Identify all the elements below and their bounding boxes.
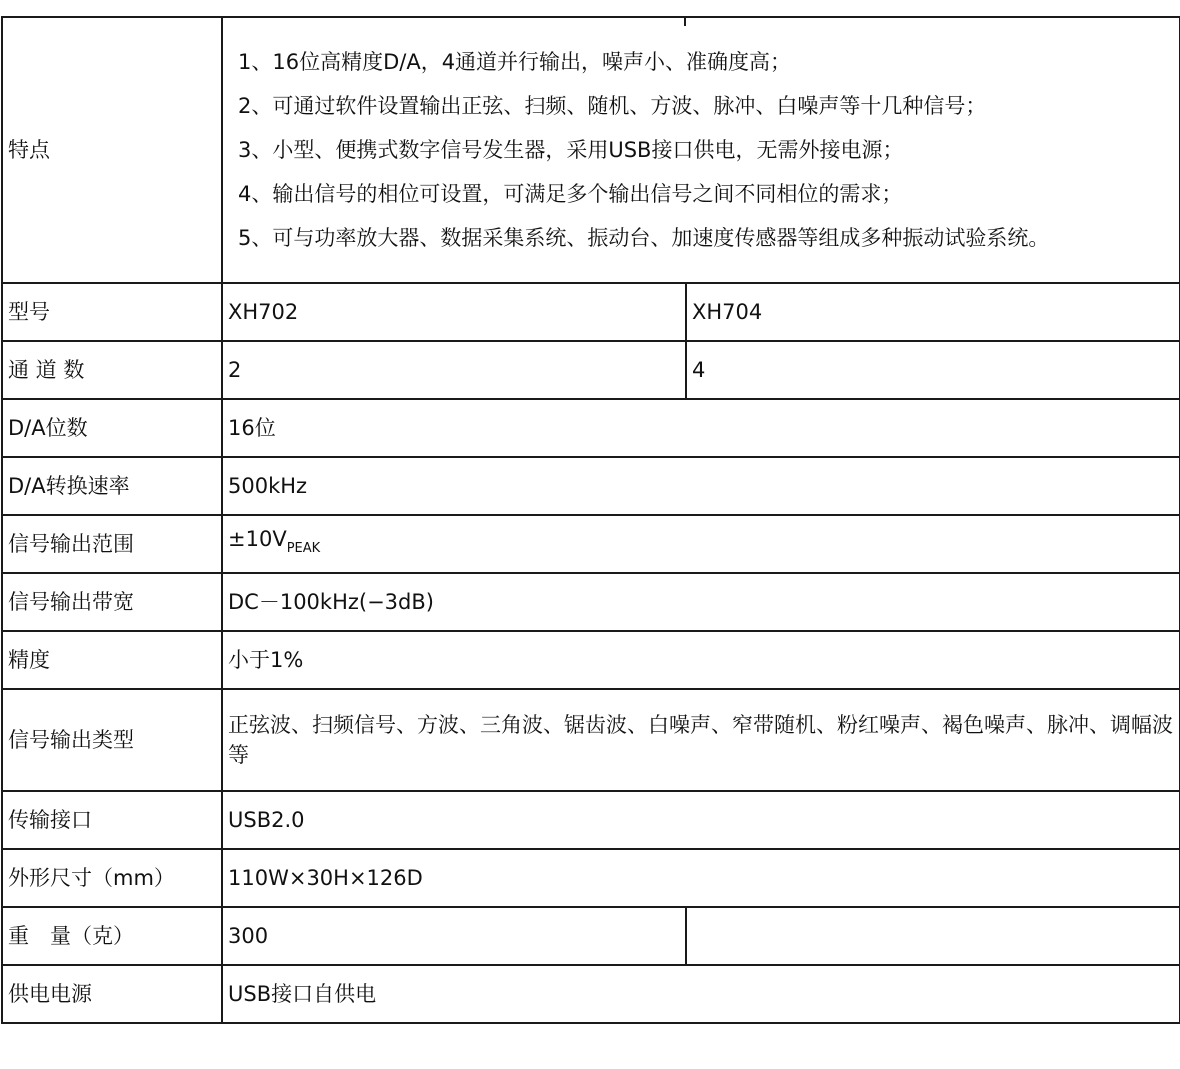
row-features (2, 17, 1180, 283)
value-da-rate: 500kHz (222, 457, 1180, 515)
feature-list (228, 40, 1179, 260)
row-weight (2, 907, 1180, 965)
value-weight-2 (686, 907, 1180, 965)
row-da-rate (2, 457, 1180, 515)
value-bandwidth: DC－100kHz(−3dB) (222, 573, 1180, 631)
value-output-range (222, 515, 1180, 573)
label-dimensions: 外形尺寸（mm） (2, 849, 222, 907)
row-output-range (2, 515, 1180, 573)
feature-item: 4、输出信号的相位可设置，可满足多个输出信号之间不同相位的需求； (238, 182, 903, 206)
output-range-subscript: PEAK (286, 541, 321, 556)
row-power (2, 965, 1180, 1023)
value-da-bits: 16位 (222, 399, 1180, 457)
row-dimensions (2, 849, 1180, 907)
value-weight-1: 300 (222, 907, 686, 965)
row-signal-types (2, 689, 1180, 791)
value-power: USB接口自供电 (222, 965, 1180, 1023)
value-channels-1: 2 (222, 341, 686, 399)
spec-table (1, 16, 1180, 1024)
row-accuracy (2, 631, 1180, 689)
row-interface (2, 791, 1180, 849)
feature-item: 1、16位高精度D/A，4通道并行输出，噪声小、准确度高； (238, 50, 792, 74)
label-model: 型号 (2, 283, 222, 341)
value-accuracy: 小于1% (222, 631, 1180, 689)
value-model-1: XH702 (222, 283, 686, 341)
output-range-value: ±10V (228, 527, 287, 551)
label-features: 特点 (2, 17, 222, 283)
feature-item: 2、可通过软件设置输出正弦、扫频、随机、方波、脉冲、白噪声等十几种信号； (238, 94, 987, 118)
value-signal-types: 正弦波、扫频信号、方波、三角波、锯齿波、白噪声、窄带随机、粉红噪声、褐色噪声、脉冲、调幅波等 (222, 689, 1180, 791)
label-signal-types: 信号输出类型 (2, 689, 222, 791)
feature-item: 3、小型、便携式数字信号发生器，采用USB接口供电，无需外接电源； (238, 138, 904, 162)
features-cell (222, 17, 1180, 283)
feature-item: 5、可与功率放大器、数据采集系统、振动台、加速度传感器等组成多种振动试验系统。 (238, 226, 1050, 250)
label-da-rate: D/A转换速率 (2, 457, 222, 515)
value-dimensions: 110W×30H×126D (222, 849, 1180, 907)
label-accuracy: 精度 (2, 631, 222, 689)
label-da-bits: D/A位数 (2, 399, 222, 457)
label-bandwidth: 信号输出带宽 (2, 573, 222, 631)
row-bandwidth (2, 573, 1180, 631)
row-model (2, 283, 1180, 341)
label-power: 供电电源 (2, 965, 222, 1023)
row-da-bits (2, 399, 1180, 457)
value-model-2: XH704 (686, 283, 1180, 341)
label-output-range: 信号输出范围 (2, 515, 222, 573)
row-channels (2, 341, 1180, 399)
label-channels: 通 道 数 (2, 341, 222, 399)
value-channels-2: 4 (686, 341, 1180, 399)
value-interface: USB2.0 (222, 791, 1180, 849)
label-weight: 重 量（克） (2, 907, 222, 965)
label-interface: 传输接口 (2, 791, 222, 849)
